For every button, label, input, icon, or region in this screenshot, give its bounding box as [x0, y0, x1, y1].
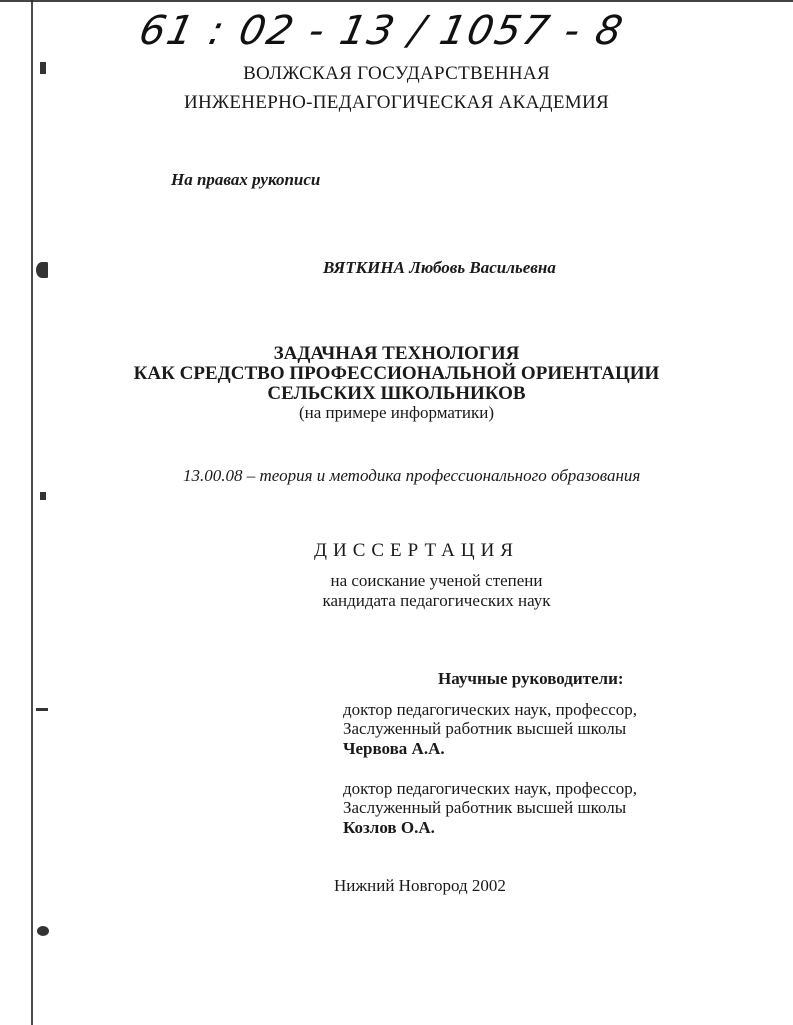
scan-left-edge [31, 0, 33, 1025]
supervisor-2-name: Козлов О.А. [343, 818, 435, 837]
scan-artifact [36, 708, 48, 711]
supervisors-heading: Научные руководители: [438, 669, 624, 688]
scan-top-edge [0, 0, 793, 2]
supervisor-2-degree: доктор педагогических наук, профессор, [343, 779, 638, 798]
title-line-1: ЗАДАЧНАЯ ТЕХНОЛОГИЯ [273, 343, 520, 364]
supervisor-1-name: Червова А.А. [343, 739, 445, 758]
supervisor-1-honor: Заслуженный работник высшей школы [343, 719, 627, 738]
institution-line-2: ИНЖЕНЕРНО-ПЕДАГОГИЧЕСКАЯ АКАДЕМИЯ [184, 92, 609, 113]
supervisor-1-degree: доктор педагогических наук, профессор, [343, 700, 638, 719]
degree-line-2: кандидата педагогических наук [322, 591, 551, 610]
title-line-3: СЕЛЬСКИХ ШКОЛЬНИКОВ [267, 383, 526, 404]
handwritten-archive-code: 61 : 02 - 13 / 1057 - 8 [135, 8, 629, 54]
institution-line-1: ВОЛЖСКАЯ ГОСУДАРСТВЕННАЯ [243, 63, 550, 84]
manuscript-rights-label: На правах рукописи [171, 170, 321, 189]
scan-artifact [37, 926, 49, 936]
specialty-code: 13.00.08 – теория и методика профессионального образования [183, 466, 641, 485]
supervisor-2-honor: Заслуженный работник высшей школы [343, 798, 627, 817]
scan-artifact [36, 262, 48, 278]
degree-line-1: на соискание ученой степени [330, 571, 543, 590]
dissertation-heading: ДИССЕРТАЦИЯ [314, 540, 519, 561]
title-line-2: КАК СРЕДСТВО ПРОФЕССИОНАЛЬНОЙ ОРИЕНТАЦИИ [133, 363, 660, 384]
city-year: Нижний Новгород 2002 [334, 876, 506, 895]
title-subtitle: (на примере информатики) [298, 403, 495, 422]
author-name: ВЯТКИНА Любовь Васильевна [323, 258, 556, 277]
scan-artifact [40, 492, 46, 500]
